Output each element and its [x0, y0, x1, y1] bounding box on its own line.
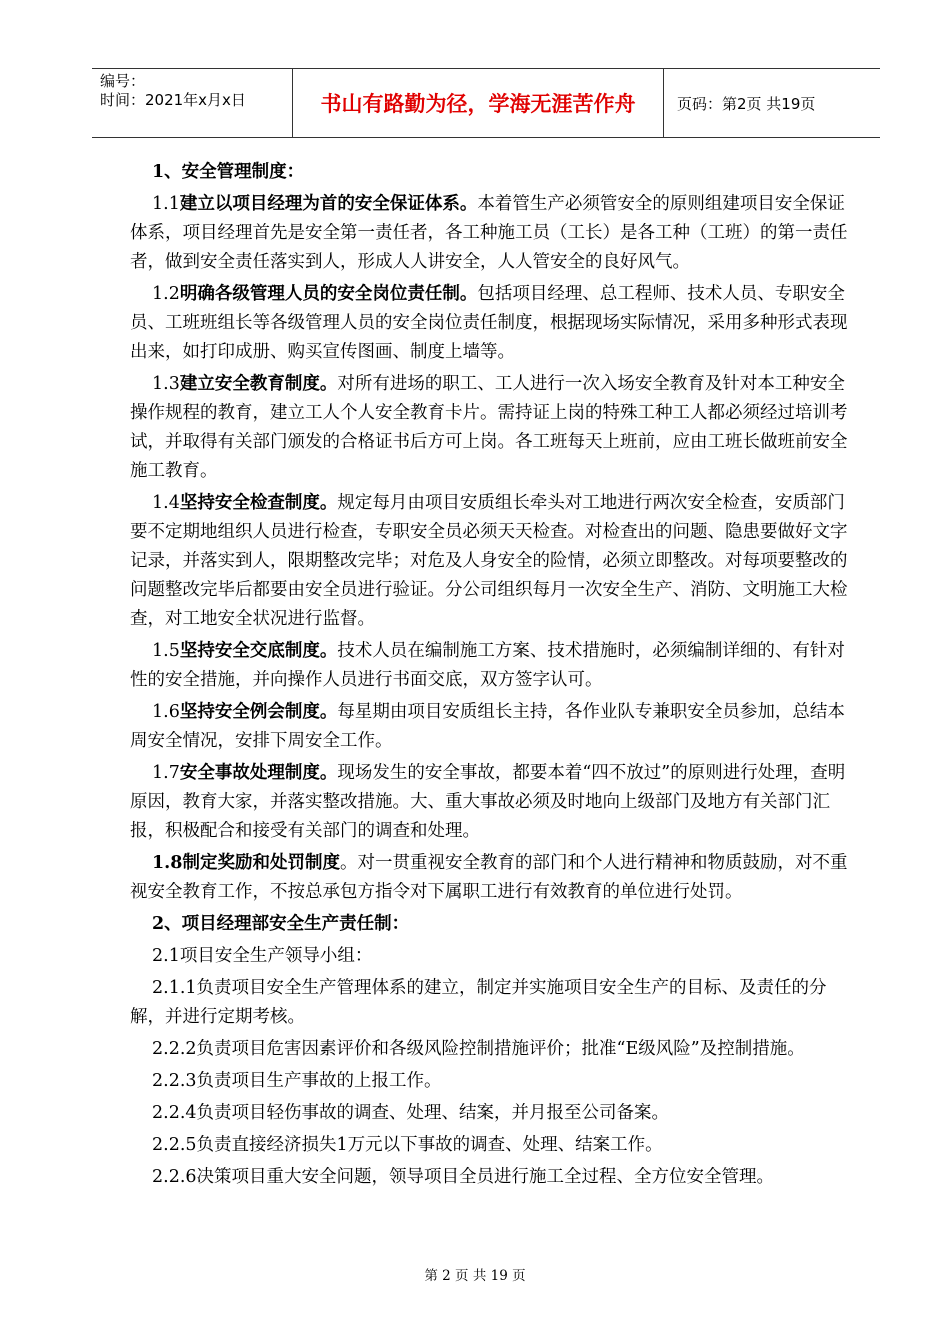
time-label: 时间：2021年x月x日 [100, 91, 246, 109]
paragraph [130, 1131, 860, 1160]
clause-number: 2.2.4 [152, 1103, 197, 1123]
clause-number: 1.1 [152, 194, 180, 214]
clause-number: 1.5 [152, 641, 180, 661]
clause-number: 1.6 [152, 702, 180, 722]
clause-text: 项目安全生产领导小组： [179, 946, 373, 966]
clause-text: 。对一贯重视安全教育的部门和个人进行精神和物质鼓励，对不重视安全教育工作，不按总承包方指令对下属职工进行有效教育的单位进行处罚。 [130, 853, 848, 902]
clause-title: 坚持安全交底制度。 [179, 641, 338, 661]
paragraph [130, 637, 860, 695]
clause-title: 建立以项目经理为首的安全保证体系。 [179, 194, 478, 214]
clause-number: 2.1 [152, 946, 180, 966]
clause-number: 1.4 [152, 493, 180, 513]
clause-text: 包括项目经理、总工程师、技术人员、专职安全员、工班班组长等各级管理人员的安全岗位责任制度，根据现场实际情况，采用多种形式表现出来，如打印成册、购买宣传图画、制度上墙等。 [130, 284, 848, 362]
clause-title: 安全事故处理制度。 [179, 763, 338, 783]
clause-text: 决策项目重大安全问题，领导项目全员进行施工全过程、全方位安全管理。 [196, 1167, 775, 1187]
paragraph [130, 1067, 860, 1096]
document-header [92, 68, 880, 138]
paragraph [130, 370, 860, 486]
clause-text: 负责项目危害因素评价和各级风险控制措施评价；批准“E级风险”及控制措施。 [196, 1039, 805, 1059]
clause-text: 现场发生的安全事故，都要本着“四不放过”的原则进行处理，查明原因，教育大家，并落实整改措施。大、重大事故必须及时地向上级部门及地方有关部门汇报，积极配合和接受有关部门的调查和处理。 [130, 763, 846, 841]
clause-title: 坚持安全检查制度。 [179, 493, 338, 513]
clause-text: 负责项目安全生产管理体系的建立，制定并实施项目安全生产的目标、及责任的分解，并进行定期考核。 [130, 978, 827, 1027]
clause-text: 技术人员在编制施工方案、技术措施时，必须编制详细的、有针对性的安全措施，并向操作人员进行书面交底，双方签字认可。 [130, 641, 845, 690]
paragraph [130, 759, 860, 846]
clause-text: 规定每月由项目安质组长牵头对工地进行两次安全检查，安质部门要不定期地组织人员进行检查，专职安全员必须天天检查。对检查出的问题、隐患要做好文字记录，并落实到人，限期整改完毕；对危及人身安全的险情，必须立即整改。对每项要整改的问题整改完毕后都要由安全员进行验证。分公司组织每月一次安全生产、消防、文明施工大检查，对工地安全状况进行监督。 [130, 493, 848, 629]
header-motto: 书山有路勤为径，学海无涯苦作舟 [293, 69, 664, 137]
clause-title: 坚持安全例会制度。 [179, 702, 338, 722]
clause-number: 2.2.5 [152, 1135, 197, 1155]
clause-number: 2.2.3 [152, 1071, 197, 1091]
paragraph [130, 974, 860, 1032]
code-label: 编号： [100, 72, 146, 90]
section-heading: 2、项目经理部安全生产责任制： [152, 914, 410, 934]
clause-text: 负责直接经济损失1万元以下事故的调查、处理、结案工作。 [196, 1135, 663, 1155]
header-left-cell [92, 69, 293, 137]
clause-number: 1.7 [152, 763, 180, 783]
clause-text: 对所有进场的职工、工人进行一次入场安全教育及针对本工种安全操作规程的教育，建立工人个人安全教育卡片。需持证上岗的特殊工种工人都必须经过培训考试，并取得有关部门颁发的合格证书后方可上岗。各工班每天上班前，应由工班长做班前安全施工教育。 [130, 374, 848, 481]
clause-number: 2.2.6 [152, 1167, 197, 1187]
clause-number: 1.3 [152, 374, 180, 394]
paragraph [130, 698, 860, 756]
paragraph [130, 280, 860, 367]
document-body [130, 158, 860, 1195]
clause-number: 2.2.2 [152, 1039, 197, 1059]
paragraph [130, 1163, 860, 1192]
clause-text: 每星期由项目安质组长主持，各作业队专兼职安全员参加，总结本周安全情况，安排下周安全工作。 [130, 702, 845, 751]
paragraph [130, 849, 860, 907]
paragraph [130, 489, 860, 634]
page-footer: 第 2 页 共 19 页 [424, 1268, 526, 1284]
clause-text: 负责项目轻伤事故的调查、处理、结案，并月报至公司备案。 [196, 1103, 670, 1123]
clause-number: 1.2 [152, 284, 180, 304]
paragraph [130, 190, 860, 277]
clause-number: 1.8 [152, 853, 183, 873]
paragraph [130, 1099, 860, 1128]
clause-title: 建立安全教育制度。 [179, 374, 338, 394]
header-page-info: 页码：第2页 共19页 [677, 94, 816, 113]
clause-text: 负责项目生产事故的上报工作。 [196, 1071, 442, 1091]
clause-text: 本着管生产必须管安全的原则组建项目安全保证体系，项目经理首先是安全第一责任者，各工种施工员（工长）是各工种（工班）的第一责任者，做到安全责任落实到人，形成人人讲安全，人人管安全的良好风气。 [130, 194, 848, 272]
paragraph [130, 1035, 860, 1064]
paragraph [130, 942, 860, 971]
clause-number: 2.1.1 [152, 978, 197, 998]
clause-title: 制定奖励和处罚制度 [182, 853, 340, 873]
section-heading: 1、安全管理制度： [152, 162, 305, 182]
clause-title: 明确各级管理人员的安全岗位责任制。 [179, 284, 478, 304]
